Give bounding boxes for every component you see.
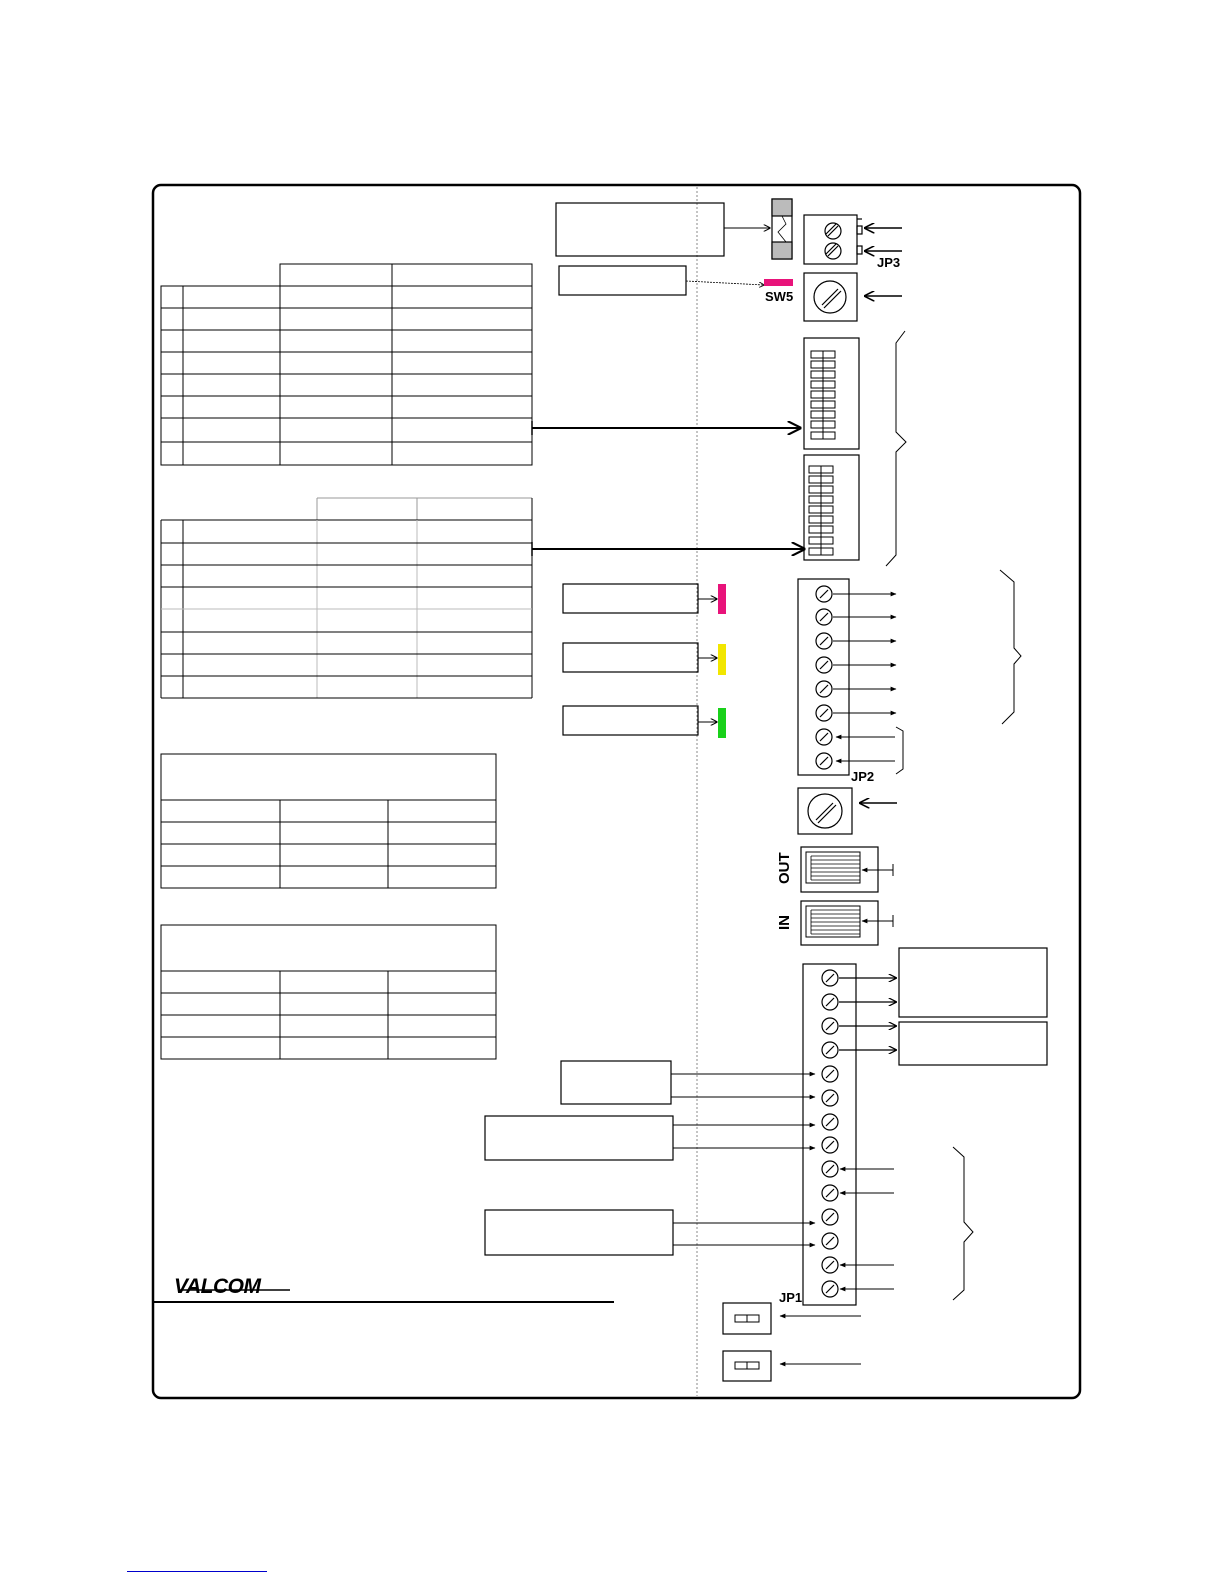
jp1-output-box-2 [899,1022,1047,1065]
rotary-control [798,788,852,834]
led-yellow-callout-box [563,643,698,672]
sw5-rotary-switch [804,273,857,321]
jp3-terminal-block [804,215,862,264]
jumper-2 [723,1351,771,1381]
jp1-input-arrows [671,1074,815,1245]
dip-table-1 [161,264,532,465]
jp1-output-arrows [839,978,896,1050]
sw5-label: SW5 [765,289,794,304]
jp1-brace [953,1147,973,1300]
led-green [718,708,726,738]
in-label: IN [776,915,793,930]
jp1-output-box-1 [899,948,1047,1017]
table-to-dip-arrows [532,421,804,556]
dip-table-2 [161,498,532,698]
sw5-callout-box [559,266,686,295]
jumper-1 [723,1303,771,1334]
hyperlink-underline[interactable] [127,1571,267,1572]
sw5-marker [764,279,793,286]
led-yellow [718,644,726,675]
out-label: OUT [776,852,793,884]
jp1-right-input-arrows [840,1169,894,1289]
led-red [718,584,726,614]
brand-logo: VALCOM [174,1275,261,1298]
jp2-label: JP2 [851,769,875,784]
fuse [772,199,792,259]
settings-table-1 [161,754,496,888]
jp1-input-box-2 [485,1116,673,1160]
fuse-callout-box [556,203,724,256]
jp2-brace-outputs [1000,570,1021,724]
jp1-label: JP1 [779,1290,803,1305]
dip-switch-1 [804,338,859,449]
jp1-input-box-1 [561,1061,671,1104]
board-outline [153,185,1080,1398]
jp1-input-box-3 [485,1210,673,1255]
jp2-arrows [833,594,896,761]
jp2-brace-inputs [896,727,903,774]
jp3-label: JP3 [877,255,901,270]
settings-table-2 [161,925,496,1059]
jp2-terminal-block [798,579,849,775]
led-green-callout-box [563,706,698,735]
dip-switch-2 [804,455,859,560]
led-red-callout-box [563,584,698,613]
dip-brace [886,331,906,566]
in-jack [801,901,878,945]
jp1-terminal-block [803,964,856,1305]
